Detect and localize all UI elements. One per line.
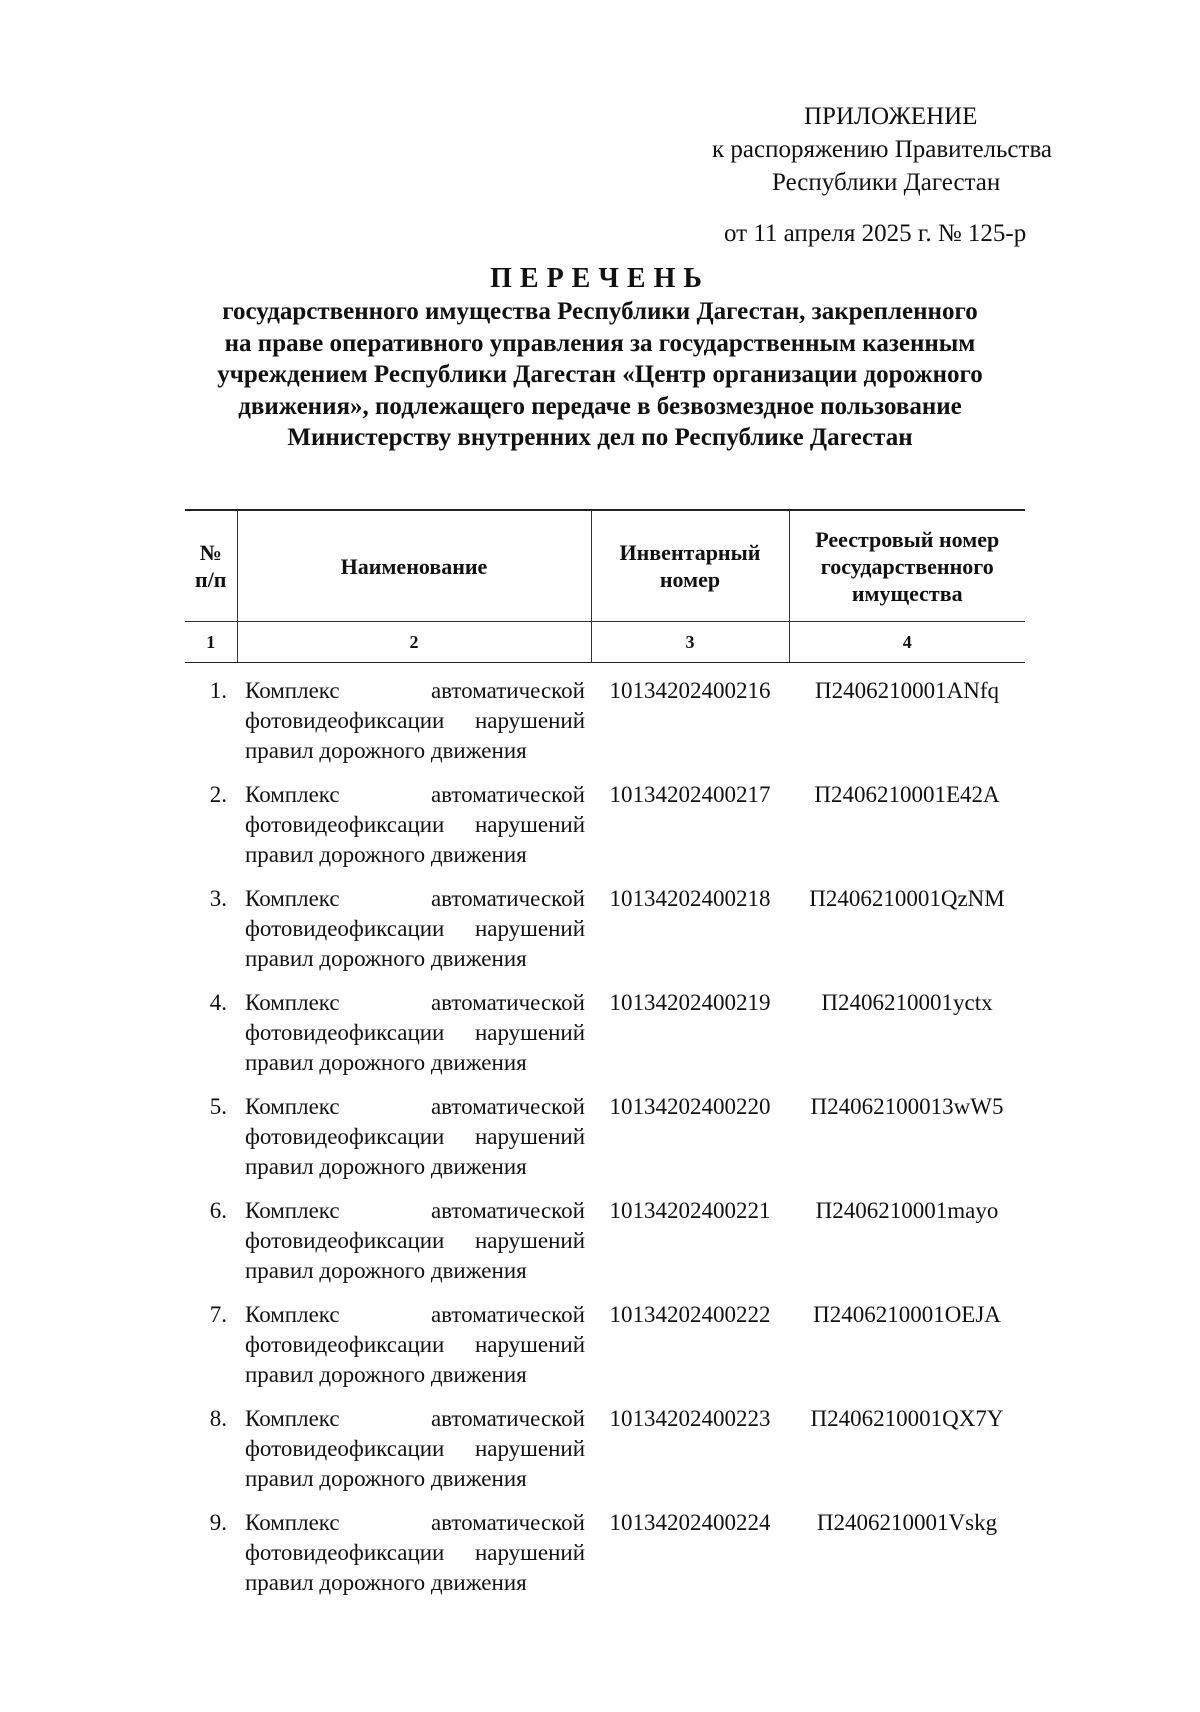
row-inventory-number: 10134202400223 xyxy=(609,1406,771,1431)
row-inventory-number: 10134202400216 xyxy=(609,678,771,703)
row-name-first-line xyxy=(245,884,585,914)
row-name-first-line xyxy=(245,1196,585,1226)
row-name xyxy=(237,767,591,871)
row-name-word: Комплекс xyxy=(245,1198,340,1223)
row-registry-number: П2406210001OEJA xyxy=(813,1302,1001,1327)
title-heading: ПЕРЕЧЕНЬ xyxy=(490,263,710,294)
row-name-rest: фотовидеофиксации нарушений правил дорожного движения xyxy=(245,1228,585,1283)
table-row xyxy=(185,1183,1025,1287)
row-name-first-line xyxy=(245,988,585,1018)
row-name-rest: фотовидеофиксации нарушений правил дорожного движения xyxy=(245,708,585,763)
row-name-word: автоматической xyxy=(430,990,585,1015)
column-number: 3 xyxy=(591,622,789,663)
row-registry-number: П2406210001QX7Y xyxy=(810,1406,1004,1431)
row-name-first-line xyxy=(245,1300,585,1330)
row-name-first-line xyxy=(245,1092,585,1122)
table-row xyxy=(185,1495,1025,1599)
appendix-date-number: от 11 апреля 2025 г. № 125-р xyxy=(724,220,1027,247)
title-line: учреждением Республики Дагестан «Центр организации дорожного xyxy=(217,361,983,388)
appendix-title: ПРИЛОЖЕНИЕ xyxy=(804,103,978,130)
row-number: 3. xyxy=(209,886,227,911)
row-inventory-number: 10134202400220 xyxy=(609,1094,771,1119)
row-registry-number: П2406210001E42A xyxy=(814,782,1000,807)
column-number-row xyxy=(185,622,1025,663)
table-row xyxy=(185,1287,1025,1391)
row-number: 4. xyxy=(209,990,227,1015)
row-registry-number: П2406210001yctx xyxy=(821,990,993,1015)
header-registry: Реестровый номер государственного имущества xyxy=(789,510,1025,622)
appendix-republic: Республики Дагестан xyxy=(772,169,1001,196)
appendix-reference: к распоряжению Правительства xyxy=(712,136,1053,163)
title-line: государственного имущества Республики Дагестан, закрепленного xyxy=(222,298,978,325)
row-name xyxy=(237,1287,591,1391)
row-name-word: автоматической xyxy=(430,886,585,911)
row-number: 2. xyxy=(209,782,227,807)
document-title xyxy=(150,262,1050,454)
row-name xyxy=(237,871,591,975)
table-row xyxy=(185,871,1025,975)
row-name-word: Комплекс xyxy=(245,990,340,1015)
table-header-row xyxy=(185,510,1025,622)
title-line: движения», подлежащего передаче в безвозмездное пользование xyxy=(238,392,962,420)
property-table xyxy=(185,509,1025,1599)
row-number: 8. xyxy=(209,1406,227,1431)
row-name xyxy=(237,1183,591,1287)
row-name-rest: фотовидеофиксации нарушений правил дорожного движения xyxy=(245,812,585,867)
title-line: Министерству внутренних дел по Республике Дагестан xyxy=(287,424,913,451)
row-name-word: автоматической xyxy=(430,1510,585,1535)
row-inventory-number: 10134202400222 xyxy=(609,1302,771,1327)
row-name-first-line xyxy=(245,1404,585,1434)
row-name-word: автоматической xyxy=(430,678,585,703)
row-name xyxy=(237,663,591,768)
row-name-word: автоматической xyxy=(430,1406,585,1431)
column-number: 4 xyxy=(789,622,1025,663)
table-row xyxy=(185,1079,1025,1183)
table-row xyxy=(185,975,1025,1079)
row-name-word: Комплекс xyxy=(245,886,340,911)
row-name-rest: фотовидеофиксации нарушений правил дорожного движения xyxy=(245,1540,585,1595)
column-number: 2 xyxy=(237,622,591,663)
header-inventory: Инвентарный номер xyxy=(591,510,789,622)
row-registry-number: П2406210001mayo xyxy=(815,1198,999,1223)
table-row xyxy=(185,663,1025,768)
table-row xyxy=(185,767,1025,871)
row-name-word: Комплекс xyxy=(245,782,340,807)
row-name-rest: фотовидеофиксации нарушений правил дорожного движения xyxy=(245,916,585,971)
row-name-word: Комплекс xyxy=(245,1302,340,1327)
row-name-word: Комплекс xyxy=(245,1406,340,1431)
row-name-first-line xyxy=(245,676,585,706)
row-registry-number: П2406210001Vskg xyxy=(816,1510,998,1535)
header-number: № п/п xyxy=(185,510,237,622)
row-inventory-number: 10134202400217 xyxy=(609,782,771,807)
row-registry-number: П2406210001QzNM xyxy=(809,886,1005,911)
row-name-word: автоматической xyxy=(430,1302,585,1327)
table-row xyxy=(185,1391,1025,1495)
row-inventory-number: 10134202400219 xyxy=(609,990,771,1015)
column-number: 1 xyxy=(185,622,237,663)
row-name-word: Комплекс xyxy=(245,1094,340,1119)
row-number: 7. xyxy=(209,1302,227,1327)
row-name-word: Комплекс xyxy=(245,1510,340,1535)
row-name-rest: фотовидеофиксации нарушений правил дорожного движения xyxy=(245,1020,585,1075)
row-name-word: Комплекс xyxy=(245,678,340,703)
row-name-rest: фотовидеофиксации нарушений правил дорожного движения xyxy=(245,1436,585,1491)
row-number: 1. xyxy=(209,678,227,703)
row-name-first-line xyxy=(245,780,585,810)
row-inventory-number: 10134202400218 xyxy=(609,886,771,911)
row-name-rest: фотовидеофиксации нарушений правил дорожного движения xyxy=(245,1124,585,1179)
row-number: 6. xyxy=(209,1198,227,1223)
row-number: 9. xyxy=(209,1510,227,1535)
appendix-block xyxy=(700,100,1120,250)
row-name xyxy=(237,1391,591,1495)
row-name-rest: фотовидеофиксации нарушений правил дорожного движения xyxy=(245,1332,585,1387)
row-name-first-line xyxy=(245,1508,585,1538)
row-name xyxy=(237,975,591,1079)
row-name-word: автоматической xyxy=(430,1198,585,1223)
title-line: на праве оперативного управления за государственным казенным xyxy=(224,329,976,357)
row-inventory-number: 10134202400221 xyxy=(609,1198,771,1223)
row-name xyxy=(237,1495,591,1599)
row-name-word: автоматической xyxy=(430,782,585,807)
row-name xyxy=(237,1079,591,1183)
row-number: 5. xyxy=(209,1094,227,1119)
row-inventory-number: 10134202400224 xyxy=(609,1510,771,1535)
row-registry-number: П24062100013wW5 xyxy=(810,1094,1004,1119)
row-name-word: автоматической xyxy=(430,1094,585,1119)
header-name: Наименование xyxy=(237,510,591,622)
row-registry-number: П2406210001ANfq xyxy=(815,678,999,703)
